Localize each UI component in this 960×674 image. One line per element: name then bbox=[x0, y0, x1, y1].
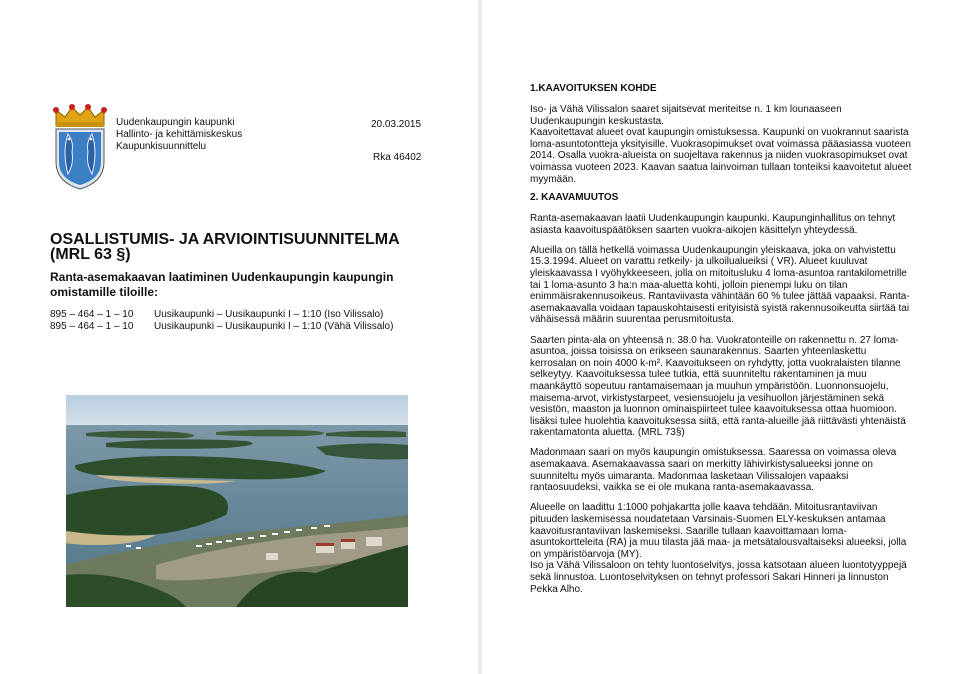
property-code: 895 – 464 – 1 – 10 bbox=[50, 321, 134, 332]
page-subtitle: Ranta-asemakaavan laatiminen Uudenkaupungin kaupungin omistamille tiloille: bbox=[50, 270, 394, 299]
text-line: Kaavoitettavat alueet ovat kaupungin omistuksessa. Kaupunki on vuokrannut saarista loma-asuntotontteja yksityisille. Vuokrasopimukset ovat voimassa pääasiassa vuoteen 2014. Osalla vuokra-alueista on suojeltava rakennus ja niiden vuokrasopimukset ovat voimassa vuoteen 2023. Kaavan saatua lainvoiman tullaan tonteiksi kaavoitetut alueet myymään. bbox=[530, 127, 912, 185]
section-1-heading: 1.KAAVOITUKSEN KOHDE bbox=[530, 83, 657, 94]
property-row bbox=[50, 321, 450, 333]
page-title-line-2: (MRL 63 §) bbox=[50, 246, 131, 263]
paragraph: Saarten pinta-ala on yhteensä n. 38.0 ha. Vuokratonteille on rakennettu n. 27 loma-asuntoa, joissa toisissa on erikseen saunarakennus. Saarten yhteenlaskettu kerrosalan on noin 4000 k-m². Kaavoitukseen on ryhdytty, jotta vuokralaisten tilanne selkeytyy. Kaavoituksessa tulee tutkia, että suunniteltu rakentaminen ja muu maankäyttö sopeutuu rantamaisemaan ja muuhun ympäristöön. Luonnonsuojelu, maisema-arvot, virkistystarpeet, vesiensuojelu ja vesihuollon järjestäminen sekä vesistön, maaston ja luonnon ominaispiirteet tulee kaavoituksessa ottaa huomioon. lisäksi tulee huolehtia kaavoituksessa siitä, että ranta-alueille jää riittävästi yhtenäistä rakentamatonta aluetta. (MRL 73§) bbox=[530, 334, 906, 439]
document-date: 20.03.2015 bbox=[371, 119, 422, 130]
org-unit: Hallinto- ja kehittämiskeskus bbox=[116, 129, 243, 140]
section-2-body bbox=[530, 213, 915, 595]
org-department: Kaupunkisuunnittelu bbox=[116, 141, 207, 152]
property-code: 895 – 464 – 1 – 10 bbox=[50, 309, 134, 320]
section-1-body bbox=[530, 104, 915, 185]
paragraph bbox=[530, 502, 915, 595]
property-list bbox=[50, 309, 450, 333]
paragraph: Alueilla on tällä hetkellä voimassa Uudenkaupungin yleiskaava, joka on vahvistettu 15.3.1994. Alueet on varattu retkeily- ja ulkoilualueiksi ( VR). Alueet kuuluvat yleiskaavassa I vyöhykkeeseen, jolla on mitoitusluku 4 loma-asuntoa rantakilometrille tai 1 loma-asunto 3 ha:n maa-aluetta kohti, jolloin pienempi luku on tilan enimmäisrakennusoikeus. Rantaviivasta vähintään 60 % tulee jättää vapaaksi. Ranta-asemakaavalla voidaan tapauskohtaisesti erityisistä syistä rakennusoikeutta siirtää tai vähäisessä määrin suurentaa perusmitoitusta. bbox=[530, 244, 910, 326]
paragraph: Madonmaan saari on myös kaupungin omistuksessa. Saaressa on voimassa oleva asemakaava. Asemakaavassa saari on merkitty lähivirkistysalueeksi jonne on suunniteltu myös uimaranta. Madonmaa lasketaan Vilissalojen vapaaksi rantaosuudeksi, vaikka se ei ole mukana ranta-asemakaavassa. bbox=[530, 447, 897, 494]
right-page bbox=[482, 0, 960, 674]
section-2-heading: 2. KAAVAMUUTOS bbox=[530, 192, 619, 203]
property-row bbox=[50, 309, 450, 321]
aerial-photo-icon bbox=[66, 395, 408, 607]
property-description: Uusikaupunki – Uusikaupunki I – 1:10 (Iso Vilissalo) bbox=[154, 309, 384, 320]
org-name: Uudenkaupungin kaupunki bbox=[116, 117, 235, 128]
text-line: Iso- ja Vähä Vilissalon saaret sijaitsevat meriteitse n. 1 km lounaaseen Uudenkaupungin keskustasta. bbox=[530, 104, 842, 127]
paragraph: Ranta-asemakaavan laatii Uudenkaupungin kaupunki. Kaupunginhallitus on tehnyt asiasta kaavoituspäätöksen saarten vuokra-aikojen käsittelyn yhteydessä. bbox=[530, 213, 896, 236]
organization-block bbox=[116, 117, 242, 153]
property-description: Uusikaupunki – Uusikaupunki I – 1:10 (Vähä Vilissalo) bbox=[154, 321, 394, 332]
paragraph bbox=[530, 104, 915, 185]
page-title-line-1: OSALLISTUMIS- JA ARVIOINTISUUNNITELMA bbox=[50, 231, 400, 248]
left-page bbox=[0, 0, 478, 674]
coat-of-arms-icon bbox=[50, 104, 110, 190]
rka-number: Rka 46402 bbox=[373, 152, 422, 163]
text-line: Alueelle on laadittu 1:1000 pohjakartta jolle kaava tehdään. Mitoitusrantaviivan pituuden laskemisessa noudatetaan Varsinais-Suomen ELY-keskuksen antamaa kaavoitusrantaviivan laskemiseksi. Saarille tullaan kaavoittamaan loma-asuntokortteleita (RA) ja muu tilasta jää maa- ja metsätalousvaltaiseksi alueeksi, jolla on ympäristöarvoja (MY). bbox=[530, 502, 907, 560]
text-line: Iso ja Vähä Vilissaloon on tehty luontoselvitys, jossa katsotaan alueen luontotyyppejä sekä linnustoa. Luontoselvityksen on tehnyt professori Sakari Hinneri ja linnuston Pekka Alho. bbox=[530, 560, 907, 595]
